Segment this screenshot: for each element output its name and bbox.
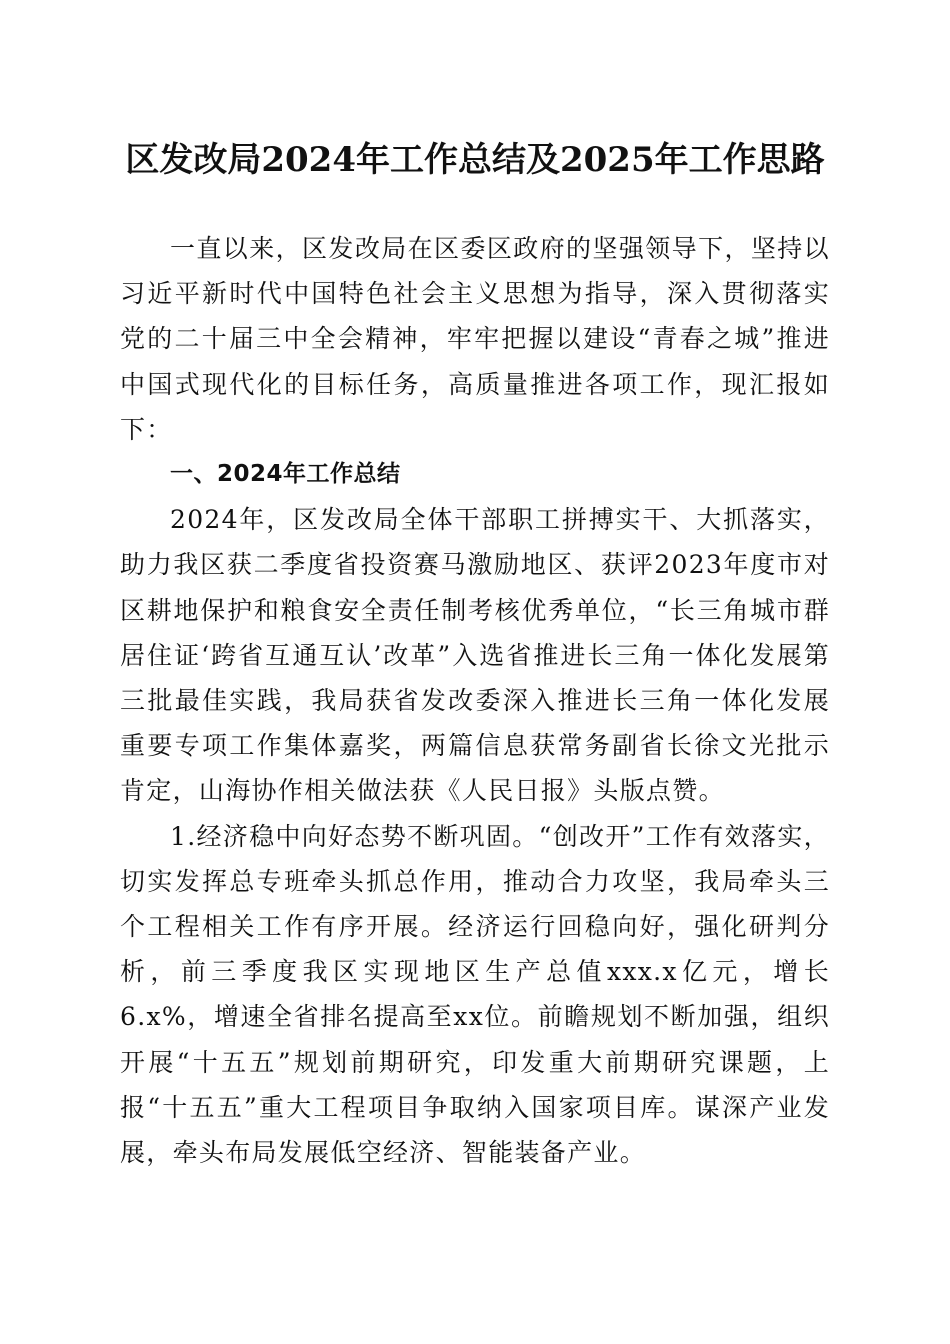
item-1-paragraph: 1.经济稳中向好态势不断巩固。“创改开”工作有效落实，切实发挥总专班牵头抓总作用，推动合力攻坚，我局牵头三个工程相关工作有序开展。经济运行回稳向好，强化研判分析，前三季度我区实现地区生产总值xxx.x亿元，增长6.x%，增速全省排名提高至xx位。前瞻规划不断加强，组织开展“十五五”规划前期研究，印发重大前期研究课题，上报“十五五”重大工程项目争取纳入国家项目库。谋深产业发展，牵头布局发展低空经济、智能装备产业。: [120, 821, 830, 1168]
section-heading-2024-summary: 一、2024年工作总结: [170, 461, 401, 488]
document-body: [120, 226, 830, 1175]
document-title: 区发改局2024年工作总结及2025年工作思路: [125, 140, 825, 180]
summary-paragraph: 2024年，区发改局全体干部职工拼搏实干、大抓落实，助力我区获二季度省投资赛马激励地区、获评2023年度市对区耕地保护和粮食安全责任制考核优秀单位，“长三角城市群居住证‘跨省互通互认’改革”入选省推进长三角一体化发展第三批最佳实践，我局获省发改委深入推进长三角一体化发展重要专项工作集体嘉奖，两篇信息获常务副省长徐文光批示肯定，山海协作相关做法获《人民日报》头版点赞。: [120, 505, 830, 806]
intro-paragraph: 一直以来，区发改局在区委区政府的坚强领导下，坚持以习近平新时代中国特色社会主义思想为指导，深入贯彻落实党的二十届三中全会精神，牢牢把握以建设“青春之城”推进中国式现代化的目标任务，高质量推进各项工作，现汇报如下：: [120, 234, 830, 444]
